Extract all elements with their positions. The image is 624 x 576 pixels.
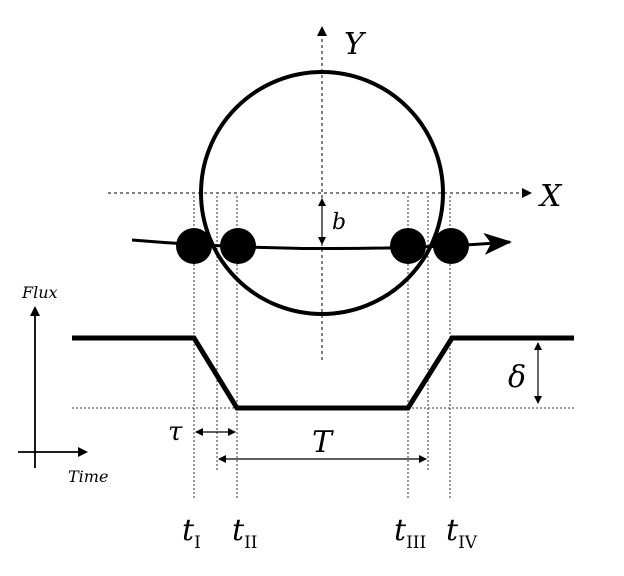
contact-sub: III	[406, 533, 427, 553]
y-axis-label: Y	[344, 27, 364, 62]
planet-contact-2	[220, 228, 256, 264]
ingress-duration-label: τ	[168, 417, 183, 447]
contact-label-1	[182, 513, 201, 553]
contact-label-4	[446, 513, 478, 553]
contact-base: t	[446, 513, 459, 548]
total-duration-label: T	[312, 425, 333, 460]
contact-base: t	[182, 513, 195, 548]
impact-parameter-label: b	[332, 210, 347, 235]
flux-axis-label: Flux	[22, 283, 58, 302]
contact-sub: I	[194, 533, 201, 553]
contact-sub: IV	[458, 533, 478, 553]
planet-contact-1	[176, 228, 212, 264]
contact-base: t	[232, 513, 245, 548]
planet-contact-3	[390, 228, 426, 264]
time-axis-label: Time	[68, 467, 109, 486]
contact-base: t	[394, 513, 407, 548]
contact-label-2	[232, 513, 258, 553]
contact-sub: II	[244, 533, 258, 553]
x-axis-label: X	[540, 179, 562, 214]
contact-label-3	[394, 513, 426, 553]
light-curve	[72, 338, 574, 408]
planet-contact-4	[433, 228, 469, 264]
depth-label: δ	[508, 360, 527, 395]
